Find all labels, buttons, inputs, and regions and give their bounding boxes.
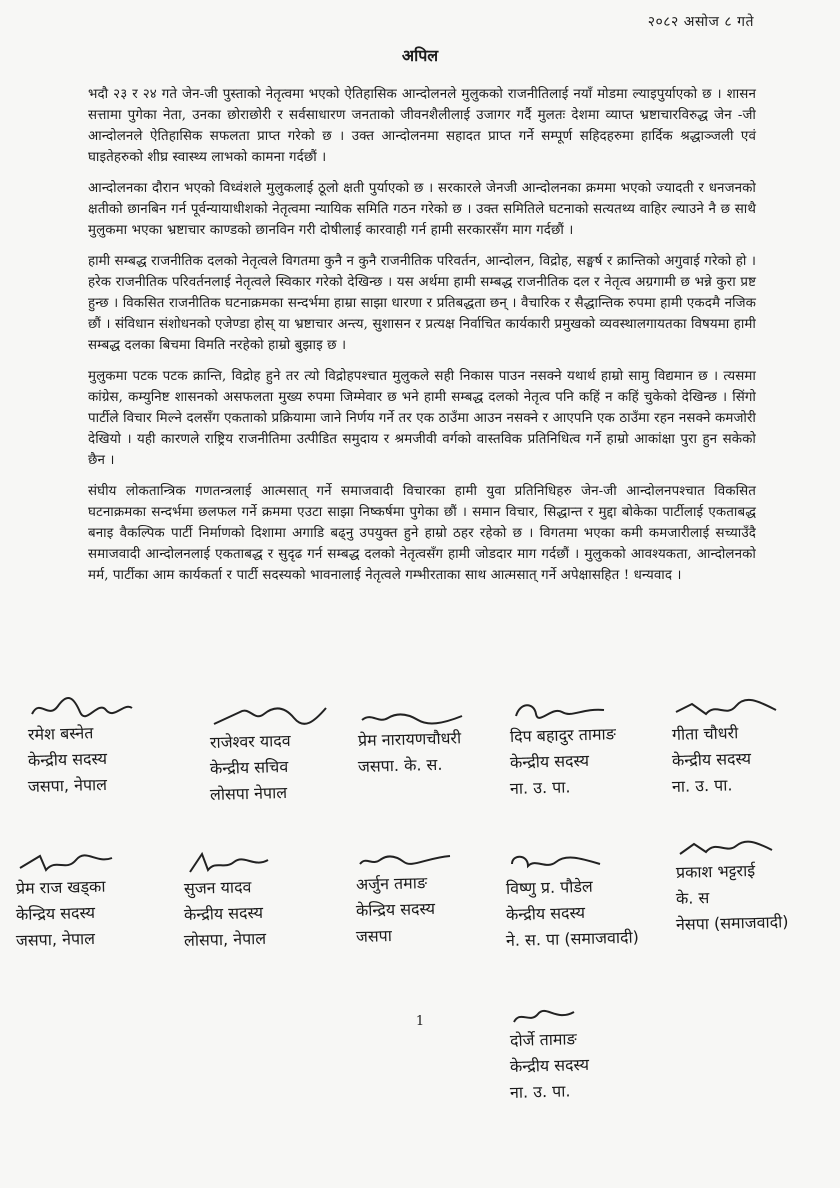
page-number: 1 (415, 1014, 425, 1029)
signatory-party: जसपा (355, 926, 393, 946)
signatory (510, 698, 616, 802)
signatory (358, 708, 468, 780)
signatory (16, 850, 116, 954)
signatory-party: लोसपा नेपाल (209, 782, 288, 804)
signatory-role: केन्द्रीय सदस्य (27, 748, 108, 770)
signatory-name: प्रकाश भट्टराई (675, 860, 756, 882)
signatory (184, 850, 274, 954)
signatory-name: दिप बहादुर तामाङ (509, 724, 617, 746)
signatory (672, 696, 782, 800)
signatory-name: प्रेम राज खड्का (15, 876, 106, 898)
paragraph: भदौ २३ र २४ गते जेन-जी पुस्ताको नेतृत्वमा भएको ऐतिहासिक आन्दोलनले मुलुकको राजनीतिलाई नयाँ मोडमा ल्याइपुर्याएको छ । शासन सत्तामा पुगेका नेता, उनका छोराछोरी र सर्वसाधारण जनताको जीवनशैलीलाई उजागर गर्दै मुलतः देशमा व्याप्त भ्रष्टाचारविरुद्ध जेन -जी आन्दोलनले ऐतिहासिक सफलता प्राप्त गरेको छ । उक्त आन्दोलनमा सहादत प्राप्त गर्ने सम्पूर्ण सहिदहरुमा हार्दिक श्रद्धाञ्जली एवं घाइतेहरुको शीघ्र स्वास्थ्य लाभको कामना गर्दछौं । (88, 87, 756, 165)
document-title: अपिल (401, 46, 439, 65)
paragraph: संघीय लोकतान्त्रिक गणतन्त्रलाई आत्मसात् गर्ने समाजवादी विचारका हामी युवा प्रतिनिधिहरु जेन-जी आन्दोलनपश्चात विकसित घटनाक्रमका सन्दर्भमा छलफल गर्ने क्रममा एउटा साझा निष्कर्षमा पुगेका छौं । समान विचार, सिद्धान्त र मुद्दा बोकेका पार्टीलाई एकताबद्ध बनाइ वैकल्पिक पार्टी निर्माणको दिशामा अगाडि बढ्नु उपयुक्त हुने हाम्रो ठहर रहेको छ । विगतमा भएका कमी कमजारीलाई सच्याउँदै समाजवादी आन्दोलनलाई एकताबद्ध र सुदृढ गर्न सम्बद्ध दलको नेतृत्वसँग हामी जोडदार माग गर्दछौं । मुलुकको आवश्यकता, आन्दोलनको मर्म, पार्टीका आम कार्यकर्ता र पार्टी सदस्यको भावनालाई नेतृत्वले गम्भीरताका साथ आत्मसात् गर्ने अपेक्षासहित ! धन्यवाद । (88, 484, 756, 583)
signatory-party: लोसपा, नेपाल (183, 928, 267, 950)
signatory-name: गीता चौधरी (671, 723, 739, 744)
signatory (676, 834, 789, 938)
document-body (88, 84, 756, 596)
signatory-party: ना. उ. पा. (509, 777, 571, 798)
signatory-name: अर्जुन तमाङ (355, 873, 428, 894)
signatory-party: ना. उ. पा. (671, 775, 733, 796)
paragraph: आन्दोलनका दौरान भएको विध्वंशले मुलुकलाई ठूलो क्षती पुर्याएको छ । सरकारले जेनजी आन्दोलनका क्रममा भएको ज्यादती र धनजनको क्षतीको छानबिन गर्न पूर्वन्यायाधीशको नेतृत्वमा न्यायिक समिति गठन गरेको छ । उक्त समितिले घटनाको सत्यतथ्य वाहिर ल्याउने नै छ साथै मुलुकमा भएका भ्रष्टाचार काण्डको छानविन गरी दोषीलाई कारवाही गर्न हामी सरकारसँग माग गर्दछौं । (88, 181, 756, 238)
signature-scribble (506, 850, 606, 876)
signatory-role: केन्द्रिय सदस्य (15, 902, 96, 924)
signature-scribble (210, 702, 330, 730)
signatory (506, 850, 639, 954)
signatory-party: जसपा, नेपाल (27, 774, 108, 796)
signatory-party: नेसपा (समाजवादी) (675, 912, 789, 934)
signature-scribble (16, 850, 116, 876)
signatory-role: केन्द्रीय सचिव (209, 756, 289, 778)
signatory (210, 702, 330, 808)
signatory-party: जसपा, नेपाल (15, 928, 96, 950)
signature-scribble (510, 698, 610, 724)
signatory (356, 848, 456, 950)
signatory-party: ना. उ. पा. (509, 1081, 571, 1102)
signatory-role: केन्द्रीय सदस्य (509, 750, 590, 772)
signature-scribble (28, 694, 138, 722)
paragraph: मुलुकमा पटक पटक क्रान्ति, विद्रोह हुने तर त्यो विद्रोहपश्चात मुलुकले सही निकास पाउन नसक्ने यथार्थ हाम्रो सामु विद्यमान छ । त्यसमा कांग्रेस, कम्युनिष्ट शासनको असफलता मुख्य रुपमा जिम्मेवार छ भने हामी सम्बद्ध दलको नेतृत्व पनि कहिं न कहिं चुकेको देखिन्छ । सिंगो पार्टीले विचार मिल्ने दलसँग एकताको प्रक्रियामा जाने निर्णय गर्ने तर एक ठाउँमा आउन नसक्ने र आएपनि एक ठाउँमा रहन नसक्ने कमजोरी देखियो । यही कारणले राष्ट्रिय राजनीतिमा उत्पीडित समुदाय र श्रमजीवी वर्गको वास्तविक प्रतिनिधित्व गर्ने हाम्रो आकांक्षा पुरा हुन सकेको छैन । (88, 369, 756, 468)
paragraph: हामी सम्बद्ध राजनीतिक दलको नेतृत्वले विगतमा कुनै न कुनै राजनीतिक परिवर्तन, आन्दोलन, विद्रोह, सङ्घर्ष र क्रान्तिको अगुवाई गरेको हो । हरेक राजनीतिक परिवर्तनलाई नेतृत्वले स्विकार गरेको देखिन्छ । यस अर्थमा हामी सम्बद्ध राजनीतिक दल र नेतृत्व अग्रगामी छ भन्ने कुरा प्रष्ट हुन्छ । विकसित राजनीतिक घटनाक्रमका सन्दर्भमा हाम्रा साझा धारणा र प्रतिबद्धता छन् । वैचारिक र सैद्धान्तिक रुपमा हामी एकदमै नजिक छौं । संविधान संशोधनको एजेण्डा होस् या भ्रष्टाचार अन्त्य, सुशासन र प्रत्यक्ष निर्वाचित कार्यकारी प्रमुखको व्यवस्थालगायतका विषयमा हामी सम्बद्ध दलका बिचमा विमति नरहेको हाम्रो बुझाइ छ । (88, 254, 756, 353)
signatory-name: राजेश्वर यादव (209, 730, 291, 752)
signature-scribble (672, 696, 782, 722)
signature-scribble (676, 834, 776, 860)
signatory (28, 694, 138, 800)
signature-block (0, 688, 840, 1148)
signature-scribble (184, 850, 274, 876)
signature-scribble (356, 848, 456, 872)
signatory-name: प्रेम नारायणचौधरी (357, 728, 462, 750)
signatory-role: केन्द्रीय सदस्य (183, 902, 264, 924)
signatory-party: ने. स. पा (समाजवादी) (505, 927, 640, 950)
signatory-role: के. स (675, 888, 710, 908)
signatory-name: सुजन यादव (183, 877, 252, 898)
signatory-name: रमेश बस्नेत (27, 723, 94, 744)
signatory-role: जसपा. के. स. (357, 754, 443, 776)
signatory-role: केन्द्रिय सदस्य (355, 898, 436, 920)
signatory-role: केन्द्रीय सदस्य (671, 748, 752, 770)
document-date: २०८२ असोज ८ गते (647, 14, 754, 30)
signatory-name: दोर्जे तामाङ (509, 1029, 577, 1050)
signatory-role: केन्द्रीय सदस्य (505, 902, 586, 924)
signatory-name: विष्णु प्र. पौडेल (505, 876, 593, 898)
signatory-role: केन्द्रीय सदस्य (509, 1054, 590, 1076)
